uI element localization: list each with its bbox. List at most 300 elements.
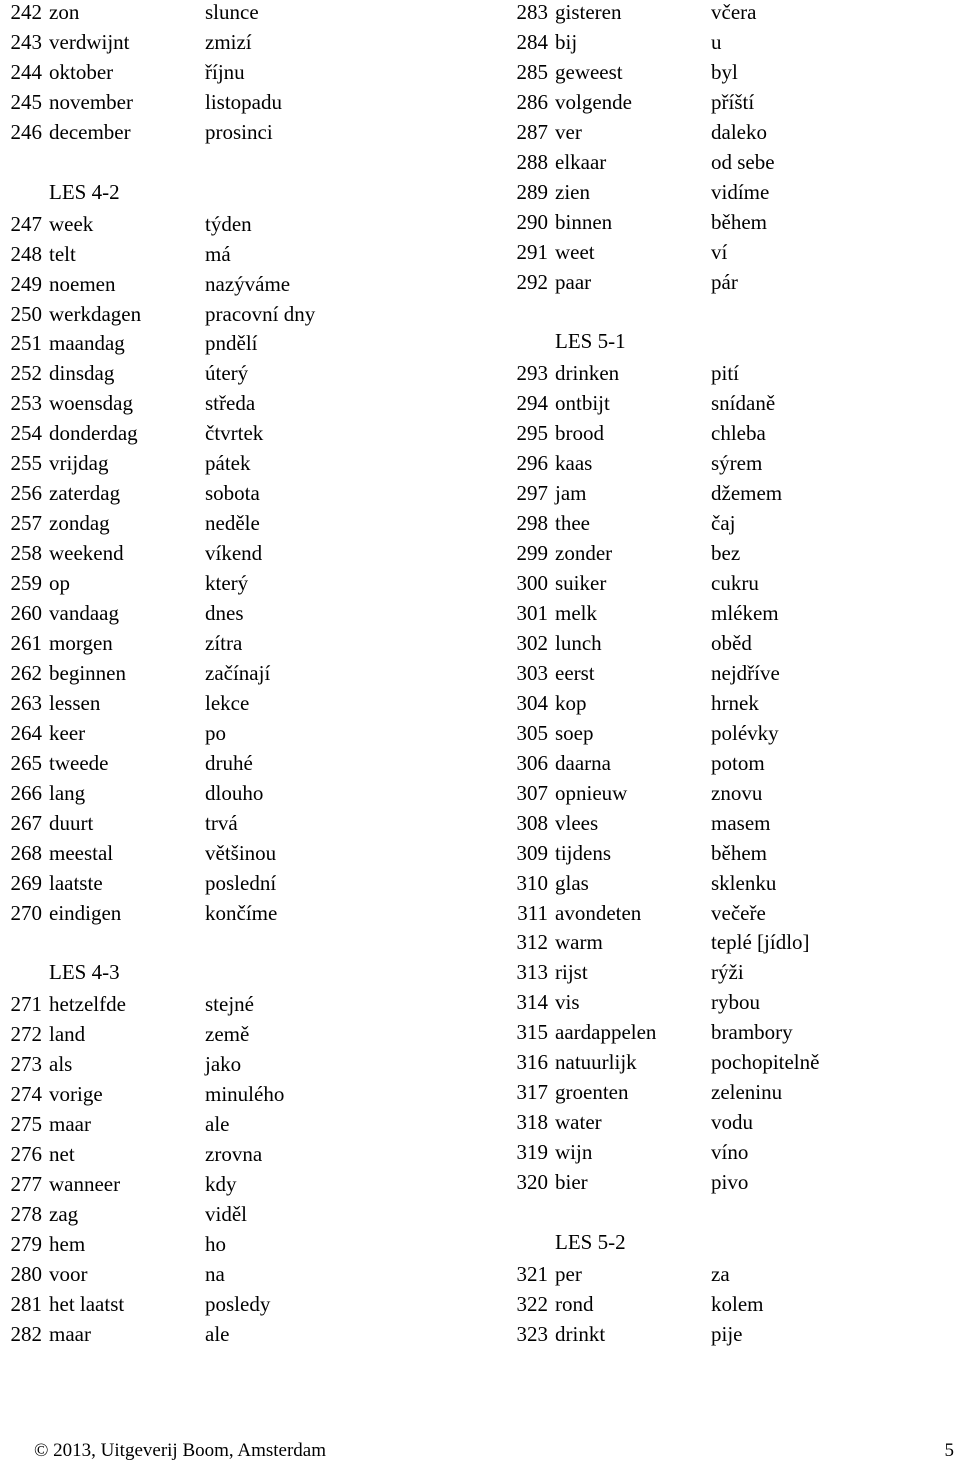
entry-number: 264 [10, 720, 42, 745]
czech-translation: slunce [205, 0, 259, 24]
czech-translation: od sebe [711, 149, 775, 174]
czech-translation: pndělí [205, 331, 258, 356]
vocab-entry [0, 1110, 470, 1138]
dutch-word: keer [49, 720, 86, 745]
dutch-word: laatste [49, 870, 103, 895]
entry-number: 286 [516, 89, 548, 114]
czech-translation: mlékem [711, 601, 779, 625]
dutch-word: soep [555, 720, 594, 745]
vocab-entry [506, 1290, 960, 1318]
entry-number: 276 [10, 1142, 42, 1167]
dutch-word: thee [555, 511, 590, 536]
vocab-entry [506, 1168, 960, 1196]
entry-number: 296 [516, 451, 548, 476]
entry-number: 290 [516, 209, 548, 234]
dutch-word: eindigen [49, 900, 122, 925]
dutch-word: paar [555, 269, 592, 294]
vocab-entry [506, 58, 960, 86]
entry-number: 314 [516, 990, 548, 1015]
vocab-entry [0, 1080, 470, 1108]
dutch-word: kop [555, 690, 587, 715]
vocab-entry [506, 1138, 960, 1166]
dutch-word: ver [555, 119, 582, 144]
entry-number: 299 [516, 541, 548, 566]
czech-translation: pár [711, 269, 738, 294]
vocab-entry [506, 1018, 960, 1046]
czech-translation: chleba [711, 421, 766, 446]
vocab-entry [0, 419, 470, 447]
vocab-entry [506, 118, 960, 146]
vocab-entry [506, 809, 960, 837]
dutch-word: water [555, 1110, 602, 1135]
czech-translation: sobota [205, 481, 260, 506]
czech-translation: prosinci [205, 119, 273, 144]
entry-number: 270 [10, 900, 42, 925]
dutch-word: volgende [555, 89, 632, 114]
dutch-word: dinsdag [49, 361, 115, 386]
czech-translation: vodu [711, 1110, 753, 1135]
czech-translation: bez [711, 541, 741, 566]
entry-number: 273 [10, 1052, 42, 1077]
dutch-word: december [49, 119, 131, 144]
entry-number: 312 [516, 930, 548, 955]
vocab-entry [0, 719, 470, 747]
czech-translation: večeře [711, 900, 766, 925]
czech-translation: posledy [205, 1291, 271, 1316]
page-number: 5 [944, 1440, 954, 1461]
czech-translation: během [711, 209, 767, 234]
dutch-word: eerst [555, 660, 595, 685]
entry-number: 305 [516, 720, 548, 745]
entry-number: 257 [10, 511, 42, 536]
czech-translation: většinou [205, 840, 277, 865]
czech-translation: končíme [205, 900, 278, 925]
vocab-entry [0, 1290, 470, 1318]
vocab-entry [0, 329, 470, 357]
dutch-word: tijdens [555, 840, 611, 865]
dutch-word: rijst [555, 960, 588, 985]
dutch-word: wijn [555, 1140, 593, 1165]
dutch-word: net [49, 1142, 75, 1167]
entry-number: 294 [516, 391, 548, 416]
dutch-word: zonder [555, 541, 613, 566]
dutch-word: zon [49, 0, 80, 24]
lesson-heading: LES 4-3 [49, 960, 120, 985]
dutch-word: binnen [555, 209, 613, 234]
entry-number: 244 [10, 59, 42, 84]
vocab-entry [506, 208, 960, 236]
czech-translation: minulého [205, 1082, 285, 1107]
vocab-entry [506, 238, 960, 266]
entry-number: 284 [516, 29, 548, 54]
dutch-word: het laatst [49, 1291, 125, 1316]
czech-translation: dnes [205, 601, 244, 625]
vocab-entry [506, 268, 960, 296]
vocab-entry [506, 659, 960, 687]
entry-number: 253 [10, 391, 42, 416]
entry-number: 259 [10, 571, 42, 596]
vocab-entry [506, 599, 960, 627]
entry-number: 323 [516, 1321, 548, 1346]
entry-number: 260 [10, 601, 42, 625]
entry-number: 321 [516, 1261, 548, 1286]
czech-translation: lekce [205, 690, 250, 715]
czech-translation: týden [205, 211, 252, 236]
vocab-entry [506, 178, 960, 206]
czech-translation: pátek [205, 451, 251, 476]
entry-number: 319 [516, 1140, 548, 1165]
entry-number: 248 [10, 241, 42, 266]
dutch-word: zien [555, 179, 590, 204]
dutch-word: weekend [49, 541, 124, 566]
dutch-word: telt [49, 241, 76, 266]
dutch-word: avondeten [555, 900, 642, 925]
entry-number: 268 [10, 840, 42, 865]
czech-translation: ale [205, 1112, 230, 1137]
vocab-entry [506, 1260, 960, 1288]
dutch-word: verdwijnt [49, 29, 130, 54]
entry-number: 261 [10, 630, 42, 655]
vocab-entry [0, 1260, 470, 1288]
czech-translation: čtvrtek [205, 421, 264, 446]
entry-number: 278 [10, 1202, 42, 1226]
entry-number: 277 [10, 1172, 42, 1197]
czech-translation: oběd [711, 630, 752, 655]
dutch-word: vorige [49, 1082, 103, 1107]
czech-translation: pochopitelně [711, 1050, 820, 1075]
vocab-entry [0, 28, 470, 56]
czech-translation: džemem [711, 481, 783, 506]
vocab-entry [0, 659, 470, 687]
vocab-entry [0, 990, 470, 1018]
czech-translation: polévky [711, 720, 779, 745]
vocab-entry [0, 58, 470, 86]
dutch-word: november [49, 89, 133, 114]
czech-translation: jako [205, 1052, 242, 1077]
entry-number: 265 [10, 750, 42, 775]
czech-translation: má [205, 241, 231, 266]
dutch-word: zag [49, 1202, 79, 1226]
vocab-entry [0, 899, 470, 927]
lesson-heading: LES 4-2 [49, 179, 120, 204]
dutch-word: bier [555, 1170, 588, 1195]
czech-translation: nejdříve [711, 660, 780, 685]
dutch-word: ontbijt [555, 391, 610, 416]
czech-translation: poslední [205, 870, 277, 895]
entry-number: 322 [516, 1291, 548, 1316]
vocab-entry [506, 148, 960, 176]
vocab-entry [506, 569, 960, 597]
entry-number: 300 [516, 571, 548, 596]
vocab-entry [0, 749, 470, 777]
dutch-word: suiker [555, 571, 607, 596]
entry-number: 243 [10, 29, 42, 54]
czech-translation: na [205, 1261, 225, 1286]
entry-number: 306 [516, 750, 548, 775]
dutch-word: daarna [555, 750, 611, 775]
entry-number: 303 [516, 660, 548, 685]
dutch-word: natuurlijk [555, 1050, 637, 1075]
entry-number: 249 [10, 271, 42, 296]
dutch-word: donderdag [49, 421, 138, 446]
vocab-entry [506, 689, 960, 717]
vocab-entry [506, 899, 960, 927]
entry-number: 252 [10, 361, 42, 386]
entry-number: 304 [516, 690, 548, 715]
czech-translation: dlouho [205, 780, 264, 805]
entry-number: 292 [516, 269, 548, 294]
vocab-entry [0, 1140, 470, 1168]
czech-translation: brambory [711, 1020, 793, 1045]
dutch-word: hetzelfde [49, 992, 126, 1017]
vocab-entry [506, 958, 960, 986]
dutch-word: duurt [49, 810, 94, 835]
czech-translation: neděle [205, 511, 260, 536]
entry-number: 295 [516, 421, 548, 446]
vocab-entry [0, 689, 470, 717]
entry-number: 251 [10, 331, 42, 356]
czech-translation: zítra [205, 630, 243, 655]
vocab-entry [506, 419, 960, 447]
vocab-entry [506, 1320, 960, 1348]
dutch-word: morgen [49, 630, 113, 655]
czech-translation: pivo [711, 1170, 749, 1195]
entry-number: 266 [10, 780, 42, 805]
vocab-entry [0, 449, 470, 477]
dutch-word: drinken [555, 361, 620, 386]
entry-number: 311 [517, 900, 548, 925]
vocab-entry [506, 389, 960, 417]
vocab-entry [0, 539, 470, 567]
vocab-entry [0, 1050, 470, 1078]
vocab-entry [506, 749, 960, 777]
vocab-entry [506, 509, 960, 537]
vocab-entry [506, 1048, 960, 1076]
vocab-entry [0, 389, 470, 417]
dutch-word: brood [555, 421, 604, 446]
dutch-word: woensdag [49, 391, 133, 416]
vocab-entry [0, 1200, 470, 1228]
dutch-word: geweest [555, 59, 623, 84]
dutch-word: maandag [49, 331, 125, 356]
dutch-word: opnieuw [555, 780, 628, 805]
czech-translation: sýrem [711, 451, 763, 476]
dutch-word: vrijdag [49, 451, 109, 476]
dutch-word: vlees [555, 810, 599, 835]
entry-number: 301 [516, 601, 548, 625]
entry-number: 274 [10, 1082, 42, 1107]
vocab-entry [0, 359, 470, 387]
czech-translation: středa [205, 391, 256, 416]
entry-number: 288 [516, 149, 548, 174]
dutch-word: kaas [555, 451, 593, 476]
vocab-entry [0, 509, 470, 537]
vocab-entry [506, 839, 960, 867]
vocab-entry [0, 779, 470, 807]
czech-translation: stejné [205, 992, 254, 1017]
dutch-word: lang [49, 780, 86, 805]
dutch-word: elkaar [555, 149, 607, 174]
vocab-entry [0, 0, 470, 26]
entry-number: 298 [516, 511, 548, 536]
czech-translation: zeleninu [711, 1080, 783, 1105]
czech-translation: rýži [711, 960, 744, 985]
entry-number: 271 [10, 992, 42, 1017]
czech-translation: pije [711, 1321, 743, 1346]
vocab-entry [506, 719, 960, 747]
czech-translation: pití [711, 361, 740, 386]
czech-translation: potom [711, 750, 765, 775]
dutch-word: per [555, 1261, 582, 1286]
entry-number: 320 [516, 1170, 548, 1195]
dutch-word: rond [555, 1291, 594, 1316]
entry-number: 307 [516, 780, 548, 805]
dutch-word: beginnen [49, 660, 126, 685]
entry-number: 310 [516, 870, 548, 895]
dutch-word: maar [49, 1112, 91, 1137]
entry-number: 280 [10, 1261, 42, 1286]
entry-number: 281 [10, 1291, 42, 1316]
czech-translation: nazýváme [205, 271, 291, 296]
dutch-word: vis [555, 990, 580, 1015]
entry-number: 283 [516, 0, 548, 24]
dutch-word: als [49, 1052, 73, 1077]
dutch-word: melk [555, 601, 597, 625]
vocab-entry [0, 300, 470, 328]
entry-number: 269 [10, 870, 42, 895]
czech-translation: snídaně [711, 391, 776, 416]
dutch-word: op [49, 571, 70, 596]
entry-number: 316 [516, 1050, 548, 1075]
dutch-word: aardappelen [555, 1020, 657, 1045]
czech-translation: po [205, 720, 226, 745]
dutch-word: gisteren [555, 0, 622, 24]
vocab-entry [506, 88, 960, 116]
vocab-entry [0, 88, 470, 116]
dutch-word: lessen [49, 690, 101, 715]
czech-translation: včera [711, 0, 757, 24]
entry-number: 308 [516, 810, 548, 835]
czech-translation: za [711, 1261, 730, 1286]
vocab-entry [506, 779, 960, 807]
vocab-entry [0, 569, 470, 597]
vocab-entry [0, 240, 470, 268]
vocab-entry [0, 270, 470, 298]
entry-number: 272 [10, 1022, 42, 1047]
entry-number: 291 [516, 239, 548, 264]
czech-translation: vidíme [711, 179, 770, 204]
entry-number: 275 [10, 1112, 42, 1137]
czech-translation: čaj [711, 511, 736, 536]
dutch-word: groenten [555, 1080, 629, 1105]
czech-translation: rybou [711, 990, 760, 1015]
entry-number: 285 [516, 59, 548, 84]
entry-number: 247 [10, 211, 42, 236]
vocab-entry [0, 839, 470, 867]
vocab-entry [506, 28, 960, 56]
dutch-word: maar [49, 1321, 91, 1346]
czech-translation: cukru [711, 571, 759, 596]
czech-translation: byl [711, 59, 738, 84]
entry-number: 246 [10, 119, 42, 144]
czech-translation: ale [205, 1321, 230, 1346]
dutch-word: wanneer [49, 1172, 121, 1197]
vocab-entry [0, 1170, 470, 1198]
czech-translation: sklenku [711, 870, 777, 895]
entry-number: 263 [10, 690, 42, 715]
czech-translation: pracovní dny [205, 301, 316, 326]
vocab-entry [506, 869, 960, 897]
czech-translation: příští [711, 89, 755, 114]
czech-translation: listopadu [205, 89, 282, 114]
czech-translation: který [205, 571, 249, 596]
czech-translation: úterý [205, 361, 249, 386]
footer-copyright: © 2013, Uitgeverij Boom, Amsterdam [34, 1440, 327, 1461]
vocab-entry [0, 118, 470, 146]
vocab-entry [0, 1020, 470, 1048]
entry-number: 302 [516, 630, 548, 655]
dutch-word: zondag [49, 511, 110, 536]
dutch-word: noemen [49, 271, 116, 296]
czech-translation: viděl [205, 1202, 247, 1226]
dutch-word: vandaag [49, 601, 119, 625]
czech-translation: kdy [205, 1172, 237, 1197]
dutch-word: drinkt [555, 1321, 606, 1346]
czech-translation: říjnu [205, 59, 245, 84]
dutch-word: tweede [49, 750, 109, 775]
dutch-word: bij [555, 29, 578, 54]
entry-number: 262 [10, 660, 42, 685]
vocab-entry [506, 0, 960, 26]
czech-translation: během [711, 840, 767, 865]
dutch-word: warm [555, 930, 603, 955]
czech-translation: u [711, 29, 722, 54]
entry-number: 315 [516, 1020, 548, 1045]
czech-translation: daleko [711, 119, 767, 144]
vocab-entry [0, 1230, 470, 1258]
czech-translation: zmizí [205, 29, 252, 54]
czech-translation: ví [711, 239, 728, 264]
czech-translation: teplé [jídlo] [711, 930, 810, 955]
czech-translation: kolem [711, 1291, 764, 1316]
lesson-heading: LES 5-1 [555, 329, 626, 354]
entry-number: 256 [10, 481, 42, 506]
vocab-entry [0, 629, 470, 657]
vocab-entry [0, 869, 470, 897]
vocab-entry [0, 479, 470, 507]
entry-number: 297 [516, 481, 548, 506]
vocab-entry [506, 1078, 960, 1106]
vocab-entry [0, 210, 470, 238]
entry-number: 255 [10, 451, 42, 476]
dutch-word: glas [555, 870, 589, 895]
dutch-word: weet [555, 239, 595, 264]
dutch-word: week [49, 211, 94, 236]
czech-translation: víkend [205, 541, 263, 566]
dutch-word: meestal [49, 840, 114, 865]
dutch-word: zaterdag [49, 481, 121, 506]
vocab-entry [506, 988, 960, 1016]
czech-translation: druhé [205, 750, 253, 775]
entry-number: 289 [516, 179, 548, 204]
entry-number: 279 [10, 1231, 42, 1256]
czech-translation: masem [711, 810, 771, 835]
entry-number: 250 [10, 301, 42, 326]
czech-translation: hrnek [711, 690, 759, 715]
entry-number: 258 [10, 541, 42, 566]
vocab-entry [506, 479, 960, 507]
czech-translation: zrovna [205, 1142, 263, 1167]
